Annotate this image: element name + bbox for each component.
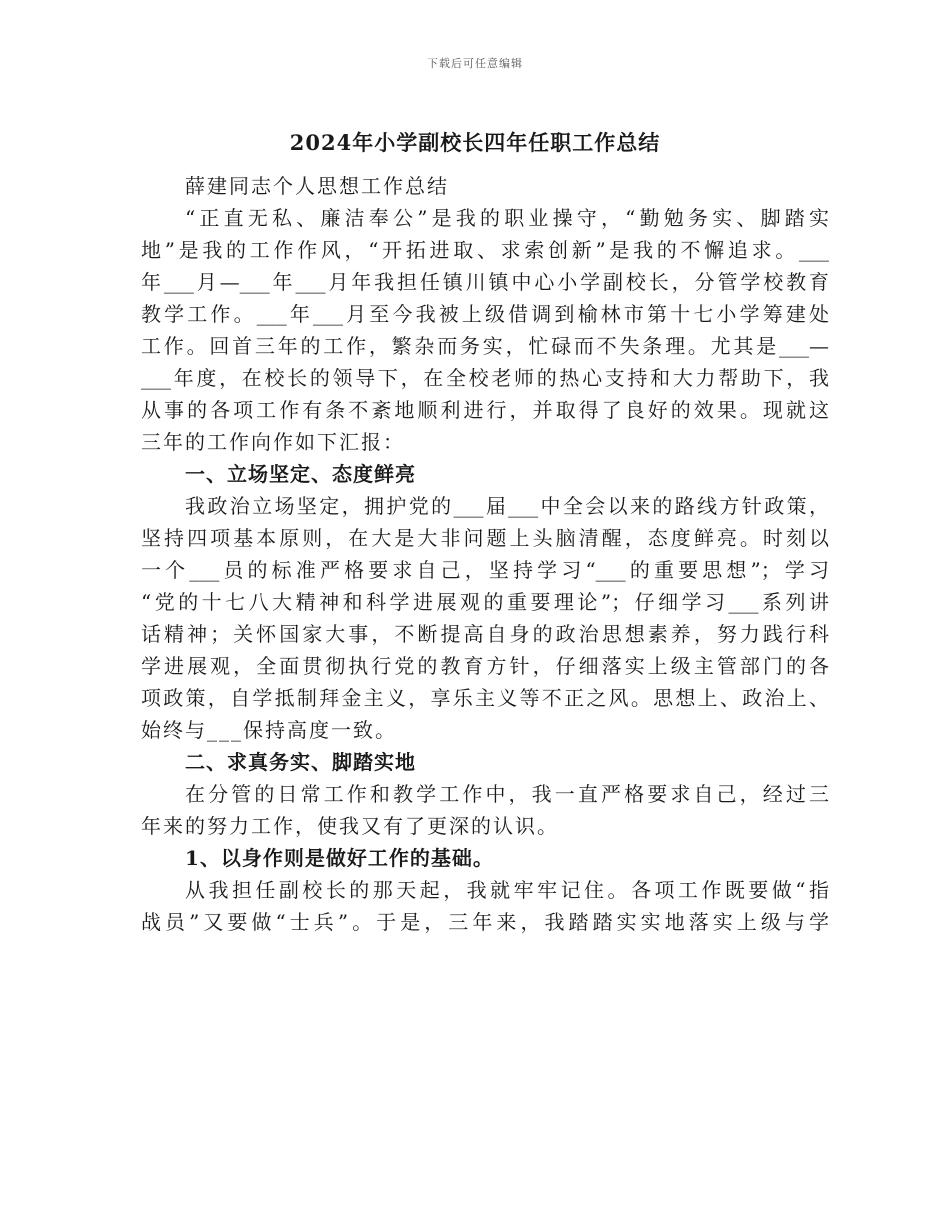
paragraph-line: 话精神；关怀国家大事，不断提高自身的政治思想素养，努力践行科 <box>141 622 829 646</box>
paragraph-line: “正直无私、廉洁奉公”是我的职业操守，“勤勉务实、脚踏实 <box>185 206 829 230</box>
section-heading-line: 一、立场坚定、态度鲜亮 <box>185 462 416 486</box>
paragraph-line: 始终与___保持高度一致。 <box>141 718 397 742</box>
paragraph-line: “党的十七八大精神和科学进展观的重要理论”；仔细学习___系列讲 <box>141 590 829 614</box>
paragraph-line: 从我担任副校长的那天起，我就牢牢记住。各项工作既要做“指 <box>185 878 829 902</box>
document-title: 2024年小学副校长四年任职工作总结 <box>289 130 661 155</box>
page-header-note: 下载后可任意编辑 <box>427 57 523 70</box>
paragraph-line: 薛建同志个人思想工作总结 <box>185 174 449 198</box>
paragraph-line: 三年的工作向作如下汇报： <box>141 430 405 454</box>
paragraph-line: 教学工作。___年___月至今我被上级借调到榆林市第十七小学筹建处 <box>141 302 829 326</box>
paragraph-line: 战员”又要做“士兵”。于是，三年来，我踏踏实实地落实上级与学 <box>141 910 829 934</box>
paragraph-line: 学进展观，全面贯彻执行党的教育方针，仔细落实上级主管部门的各 <box>141 654 829 678</box>
paragraph-line: 在分管的日常工作和教学工作中，我一直严格要求自己，经过三 <box>185 782 829 806</box>
paragraph-line: 地”是我的工作作风，“开拓进取、求索创新”是我的不懈追求。___ <box>141 238 829 262</box>
paragraph-line: 一个___员的标准严格要求自己，坚持学习“___的重要思想”；学习 <box>141 558 829 582</box>
document-body <box>141 170 829 938</box>
paragraph-line: 年___月—___年___月年我担任镇川镇中心小学副校长，分管学校教育 <box>141 270 829 294</box>
paragraph-line: 工作。回首三年的工作，繁杂而务实，忙碌而不失条理。尤其是___— <box>141 334 829 358</box>
paragraph-line: 年来的努力工作，使我又有了更深的认识。 <box>141 814 559 838</box>
section-heading-line: 1、以身作则是做好工作的基础。 <box>185 846 494 870</box>
paragraph-line: 从事的各项工作有条不紊地顺利进行，并取得了良好的效果。现就这 <box>141 398 829 422</box>
paragraph-line: 项政策，自学抵制拜金主义，享乐主义等不正之风。思想上、政治上、 <box>141 686 829 710</box>
paragraph-line: 我政治立场坚定，拥护党的___届___中全会以来的路线方针政策， <box>185 494 829 518</box>
section-heading-line: 二、求真务实、脚踏实地 <box>185 750 416 774</box>
paragraph-line: 坚持四项基本原则，在大是大非问题上头脑清醒，态度鲜亮。时刻以 <box>141 526 829 550</box>
paragraph-line: ___年度，在校长的领导下，在全校老师的热心支持和大力帮助下，我 <box>141 366 829 390</box>
